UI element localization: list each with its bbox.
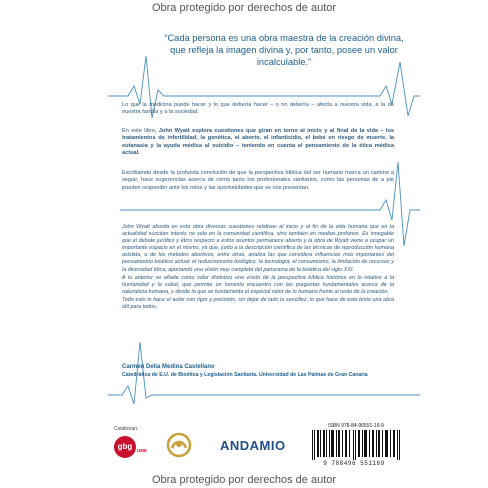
conviction-paragraph: Escribiendo desde la profunda convicción de que la perspectiva bíblica del ser humano marca un camino a seguir, hace sugerencias acerca de cómo tanto los profesionales sanitarios, como las personas de a pie pueden responder ante los retos y las oportunidades que se nos presentan. xyxy=(122,170,394,191)
review-paragraph: John Wyatt aborda en esta obra diversas cuestiones relativas al inicio y al fin de la vida humana que en la actualidad suscitan interés no solo en la comunidad científica, sino también en medios profanos. Es innegable que el debate jurídico y ético respecto a estos asuntos permanece abierto y la obra de Wyatt viene a ocupar un importante espacio en el mismo, ya que, junto a la descripción científica de las técnicas de reproducción humana asistida, o de los métodos abortivos, entre otras, analiza las que considera influencias más importantes del pensamiento bioético actual: el reduccionismo biológico, la tecnología, el consumismo, la limitación de recursos y la diversidad ética, aportando una visión muy completa del panorama de la bioética del siglo XXI. xyxy=(122,224,394,273)
sponsors-label: Colaboran: xyxy=(114,426,139,432)
ume-logo-text: UME xyxy=(137,448,147,453)
gbg-logo: gbg xyxy=(114,436,136,458)
barcode-number: 9 788496 551169 xyxy=(323,460,385,467)
watermark-bottom: Obra protegido por derechos de autor xyxy=(151,474,337,486)
summary-lead: En este libro, xyxy=(122,128,159,134)
seal-logo-icon xyxy=(166,432,192,458)
barcode-icon xyxy=(310,430,402,460)
pull-quote-line-2: que refleja la imagen divina y, por tanto, posee un valor incalculable.” xyxy=(170,45,398,67)
review-text xyxy=(122,224,394,312)
pull-quote xyxy=(160,32,408,68)
isbn-label: ISBN 978-84-96551-16-9 xyxy=(328,423,384,429)
summary-paragraph xyxy=(122,128,394,157)
pull-quote-line-1: “Cada persona es una obra maestra de la creación divina, xyxy=(164,33,404,43)
publisher-logo: ANDAMIO xyxy=(220,438,286,453)
reviewer-name: Carmen Delia Medina Castellano xyxy=(122,364,215,370)
summary-bold: John Wyatt explora cuestiones que giran en torno al inicio y al final de la vida – los tratamientos de infertilidad, la genética, el aborto, el infanticidio, el bebé en riesgo de muerte, la eutanasia y la ayuda médica al suicidio – teniendo en cuenta el pensamiento de la ética médica actual. xyxy=(122,128,395,156)
intro-paragraph: Lo que la medicina puede hacer y lo que debería hacer – o no debería – afecta a nuestra vida, a la de nuestra familia y a la sociedad. xyxy=(122,102,394,116)
reviewer-role: Catedrática de E.U. de Bioética y Legislación Sanitaria. Universidad de Las Palmas de Gran Canaria xyxy=(122,372,368,378)
review-paragraph: Todo esto lo hace el autor con rigor y precisión, sin dejar de lado la sencillez, lo que hace de este texto una obra útil para todos. xyxy=(122,296,394,311)
watermark-top: Obra protegido por derechos de autor xyxy=(151,2,337,14)
review-paragraph: A lo anterior se añade como valor distintivo una visión de la perspectiva bíblica histórica en lo relativo a la humanidad y la salud, que permite un honesto encuentro con las preguntas fundamentales acerca de la naturaleza humana, y desde la que se fundamenta el especial valor de lo humano frente al resto de la creación. xyxy=(122,274,394,295)
